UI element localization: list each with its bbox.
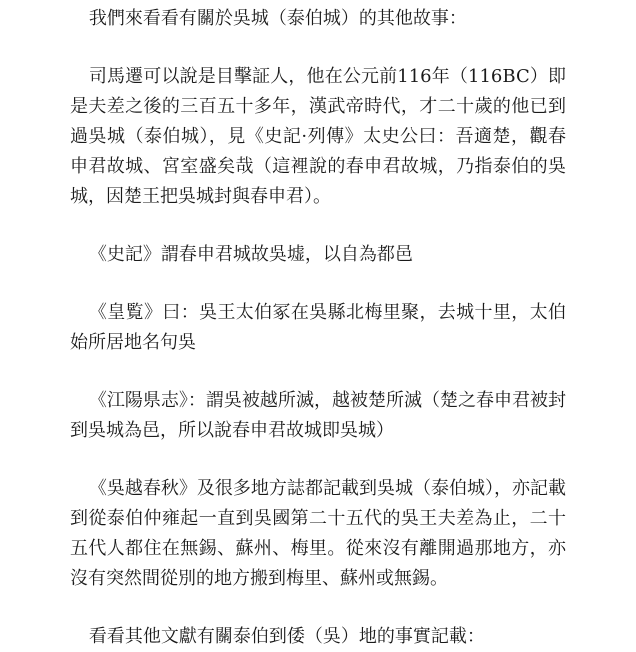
paragraph-sima-qian: 司馬遷可以說是目擊証人，他在公元前116年（116BC）即是夫差之後的三百五十多年，漢武帝時代，才二十歲的他已到過吳城（泰伯城），見《史記·列傳》太史公曰：吾適楚，觀春申君故城、宮室盛矣哉（這裡說的春申君故城，乃指泰伯的吳城，因楚王把吳城封與春申君）。: [70, 66, 566, 207]
paragraph-jiangyang: 《江陽県志》：謂吳被越所滅，越被楚所滅（楚之春申君被封到吳城為邑，所以說春申君故城即吳城）: [70, 390, 566, 441]
paragraph-shiji: 《史記》謂春申君城故吳墟，以自為都邑: [88, 244, 413, 265]
paragraph-huanglan: 《皇覧》曰：吳王太伯冢在吳縣北梅里聚，去城十里，太伯始所居地名句吳: [70, 302, 566, 353]
paragraph-wuyue-chunqiu: 《吳越春秋》及很多地方誌都記載到吳城（泰伯城），亦記載到從泰伯仲雍起一直到吳國第二十五代的吳王夫差為止，二十五代人都住在無錫、蘇州、梅里。從來沒有離開過那地方，亦沒有突然間從別的地方搬到梅里、蘇州或無錫。: [70, 478, 566, 589]
paragraph-other-documents: 看看其他文獻有關泰伯到倭（吳）地的事實記載：: [88, 626, 485, 647]
paragraph-intro: 我們來看看有關於吳城（泰伯城）的其他故事：: [88, 8, 467, 29]
